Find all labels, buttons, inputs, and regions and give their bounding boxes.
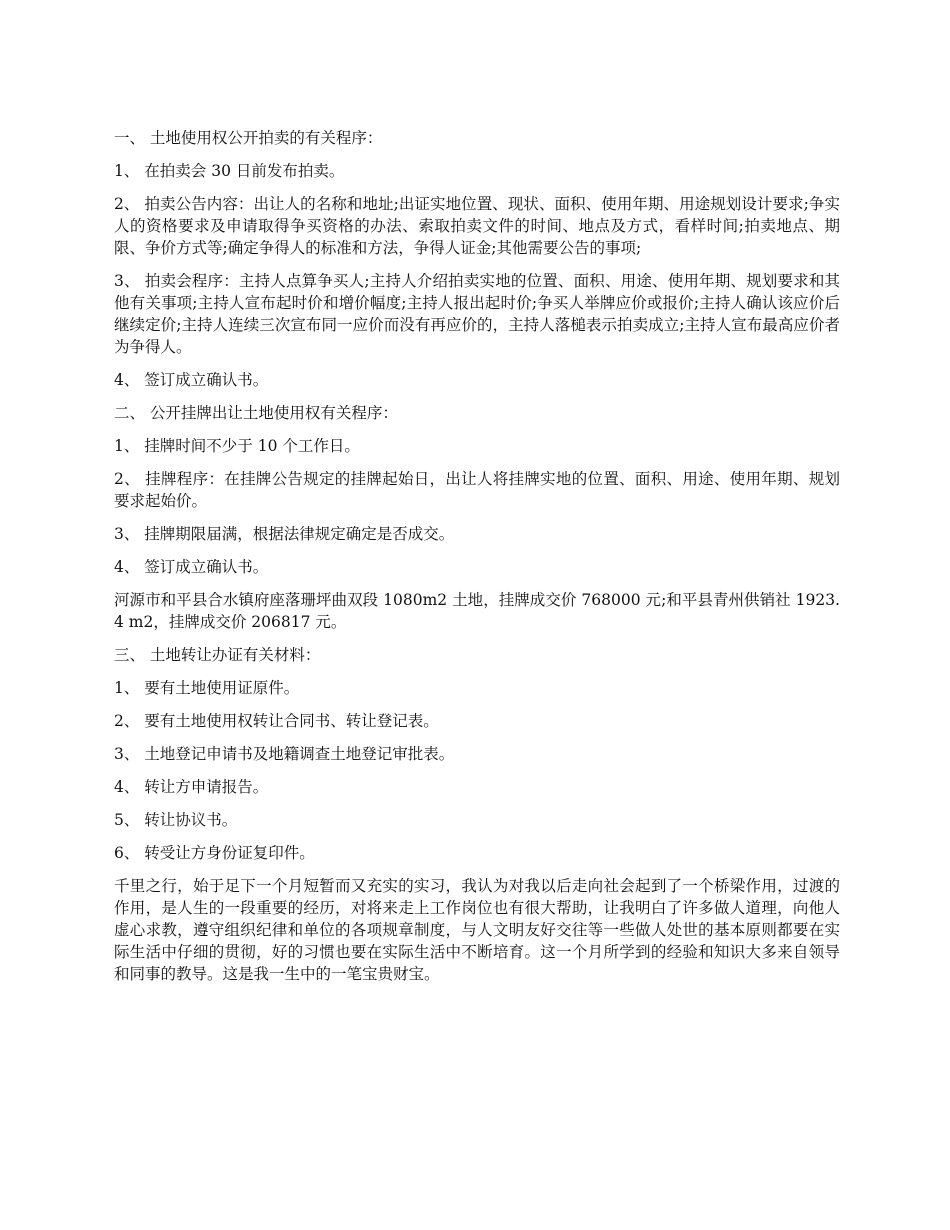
list-item: 4、 签订成立确认书。 [114,371,269,389]
section-heading-auction: 一、 土地使用权公开拍卖的有关程序： [114,129,383,147]
list-item: 1、 在拍卖会 30 日前发布拍卖。 [114,162,345,180]
list-item: 2、 要有土地使用权转让合同书、转让登记表。 [114,712,439,730]
example-paragraph: 河源市和平县合水镇府座落珊坪曲双段 1080m2 土地，挂牌成交价 768000 元;和平县青州供销社 1923.4 m2，挂牌成交价 206817 元。 [114,591,840,631]
list-item: 3、 土地登记申请书及地籍调查土地登记审批表。 [114,745,455,763]
list-item: 1、 要有土地使用证原件。 [114,679,300,697]
section-heading-listing: 二、 公开挂牌出让土地使用权有关程序： [114,404,398,422]
list-item: 4、 转让方申请报告。 [114,778,269,796]
document-page [114,127,840,996]
closing-paragraph: 千里之行，始于足下一个月短暂而又充实的实习，我认为对我以后走向社会起到了一个桥梁作用，过渡的作用，是人生的一段重要的经历，对将来走上工作岗位也有很大帮助，让我明白了许多做人道理，向他人虚心求教，遵守组织纪律和单位的各项规章制度，与人文明友好交往等一些做人处世的基本原则都要在实际生活中仔细的贯彻，好的习惯也要在实际生活中不断培育。这一个月所学到的经验和知识大多来自领导和同事的教导。这是我一生中的一笔宝贵财宝。 [114,877,840,983]
list-item: 4、 签订成立确认书。 [114,558,269,576]
list-item: 3、 挂牌期限届满，根据法律规定确定是否成交。 [114,525,455,543]
section-heading-transfer: 三、 土地转让办证有关材料： [114,646,321,664]
list-item: 6、 转受让方身份证复印件。 [114,844,315,862]
list-item: 2、 拍卖公告内容：出让人的名称和地址;出证实地位置、现状、面积、使用年期、用途规划设计要求;争实人的资格要求及申请取得争买资格的办法、索取拍卖文件的时间、地点及方式，看样时间;拍卖地点、期限、争价方式等;确定争得人的标准和方法，争得人证金;其他需要公告的事项; [114,195,840,257]
list-item: 2、 挂牌程序：在挂牌公告规定的挂牌起始日，出让人将挂牌实地的位置、面积、用途、使用年期、规划要求起始价。 [114,470,840,510]
list-item: 5、 转让协议书。 [114,811,238,829]
list-item: 3、 拍卖会程序：主持人点算争买人;主持人介绍拍卖实地的位置、面积、用途、使用年期、规划要求和其他有关事项;主持人宣布起时价和增价幅度;主持人报出起时价;争买人举牌应价或报价;主持人确认该应价后继续定价;主持人连续三次宣布同一应价而没有再应价的，主持人落槌表示拍卖成立;主持人宣布最高应价者为争得人。 [114,272,840,356]
list-item: 1、 挂牌时间不少于 10 个工作日。 [114,437,360,455]
